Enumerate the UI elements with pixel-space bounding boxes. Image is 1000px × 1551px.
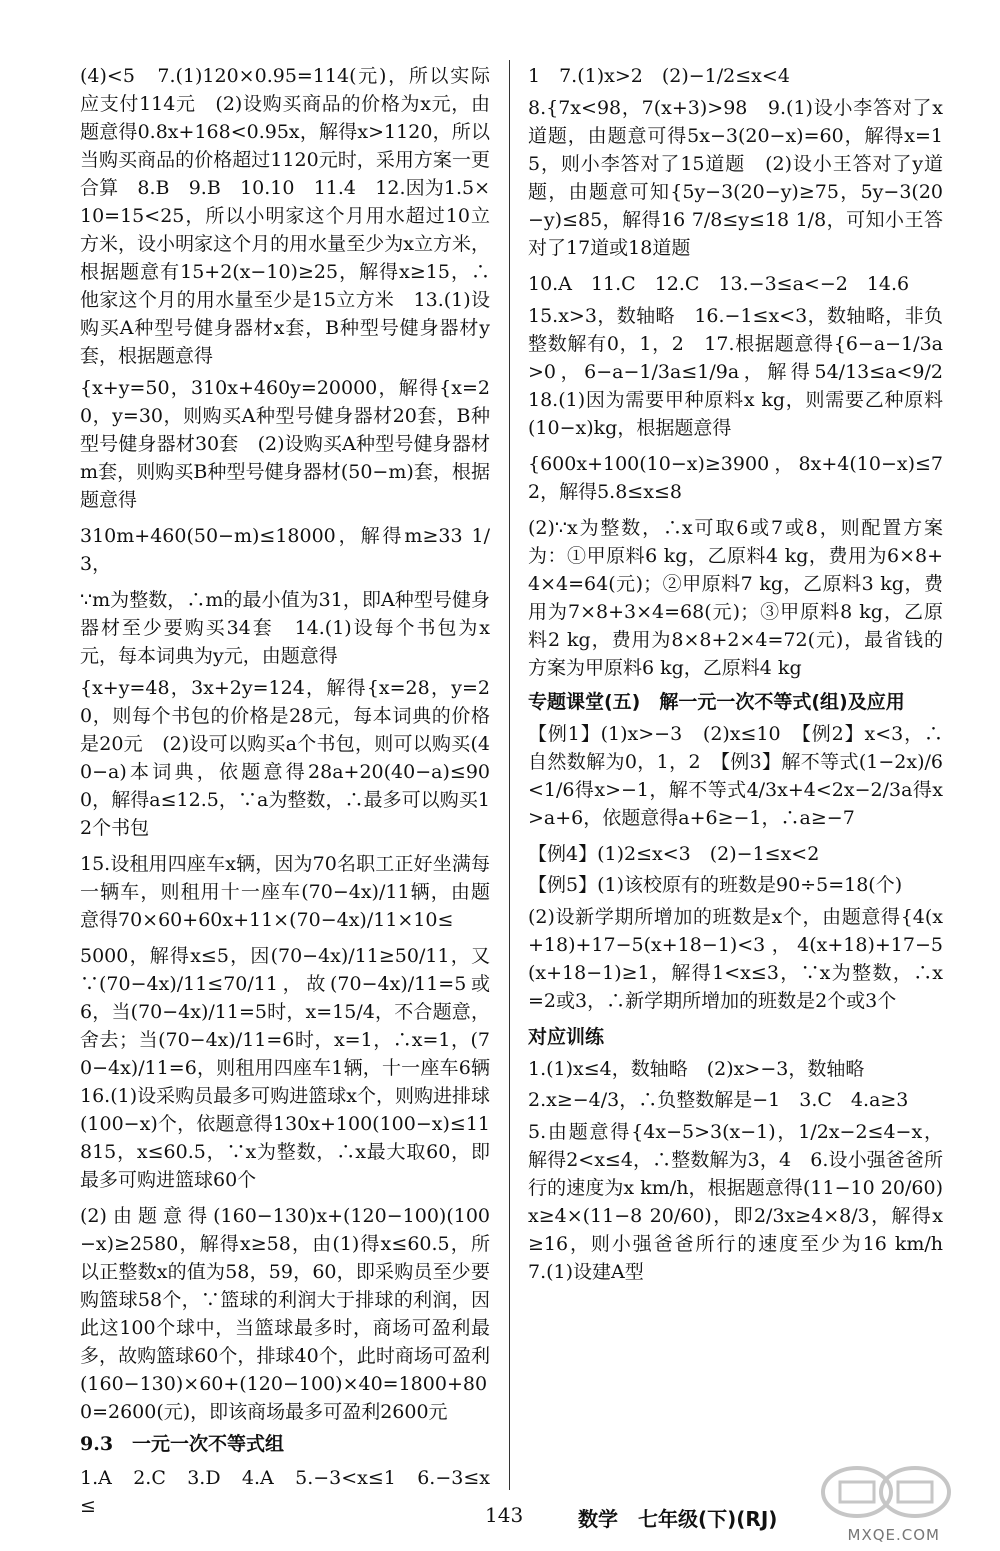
answer-paragraph: 【例4】(1)2≤x<3 (2)−1≤x<2 (528, 843, 820, 865)
answer-paragraph: 1.A 2.C 3.D 4.A 5.−3<x≤1 6.−3≤x≤ (80, 1467, 490, 1517)
answer-paragraph: 1.(1)x≤4，数轴略 (2)x>−3，数轴略 (528, 1058, 865, 1080)
answer-paragraph: 8.{7x<98，7(x+3)>98 9.(1)设小李答对了x道题，由题意可得5x−3(20−x)=60，解得x=15，则小李答对了15道题 (2)设小王答对了y道题，由题意可知{5y−3(20−y)≥75，5y−3(20−y)≤85，解得16 7/8≤y≤18 1/8，可知小王答对了17道或18道题 (528, 97, 943, 259)
answer-paragraph: {600x+100(10−x)≥3900，8x+4(10−x)≤72，解得5.8≤x≤8 (528, 453, 943, 503)
answer-paragraph: {x+y=50，310x+460y=20000，解得{x=20，y=30，则购买A种型号健身器材20套，B种型号健身器材30套 (2)设购买A种型号健身器材m套，则购买B种型号健身器材(50−m)套，根据题意得 (80, 377, 490, 511)
right-column (528, 62, 963, 1294)
answer-paragraph: 【例1】(1)x>−3 (2)x≤10 【例2】x<3，∴自然数解为0，1，2 【例3】解不等式(1−2x)/6<1/6得x>−1，解不等式4/3x+4<2x−2/3a得x>a+6，依题意得a+6≥−1，∴a≥−7 (528, 723, 943, 829)
answer-paragraph: 15.x>3，数轴略 16.−1≤x<3，数轴略，非负整数解有0，1，2 17.根据题意得{6−a−1/3a>0，6−a−1/3a≤1/9a，解得54/13≤a<9/2 18.(1)因为需要甲种原料x kg，则需要乙种原料(10−x)kg，根据题意得 (528, 305, 963, 439)
answer-paragraph: (2)设新学期所增加的班数是x个，由题意得{4(x+18)+17−5(x+18−1)<3，4(x+18)+17−5(x+18−1)≥1，解得1<x≤3，∵x为整数，∴x=2或3，∴新学期所增加的班数是2个或3个 (528, 906, 943, 1012)
answer-paragraph: ∵m为整数，∴m的最小值为31，即A种型号健身器材至少要购买34套 14.(1)设每个书包为x元，每本词典为y元，由题意得 (80, 589, 490, 667)
subject-label: 数学 七年级(下)(RJ) (578, 1507, 778, 1531)
section-title: 9.3 一元一次不等式组 (80, 1433, 285, 1455)
answer-paragraph: 10.A 11.C 12.C 13.−3≤a<−2 14.6 (528, 273, 910, 295)
answer-paragraph: (4)<5 7.(1)120×0.95=114(元)，所以实际应支付114元 (2)设购买商品的价格为x元，由题意得0.8x+168<0.95x，解得x>1120，所以当购买商品的价格超过1120元时，采用方案一更合算 8.B 9.B 10.10 11.4 12.因为1.5×10=15<25，所以小明家这个月用水超过10立方米，设小明家这个月的用水量至少为x立方米，根据题意有15+2(x−10)≥25，解得x≥15，∴他家这个月的用水量至少是15立方米 13.(1)设购买A种型号健身器材x套，B种型号健身器材y套，根据题意得 (80, 65, 490, 367)
answer-paragraph: (2)∵x为整数，∴x可取6或7或8，则配置方案为：①甲原料6 kg，乙原料4 kg，费用为6×8+4×4=64(元)；②甲原料7 kg，乙原料3 kg，费用为7×8+3×4=68(元)；③甲原料8 kg，乙原料2 kg，费用为8×8+2×4=72(元)，最省钱的方案为甲原料6 kg，乙原料4 kg (528, 517, 943, 679)
practice-title: 对应训练 (528, 1026, 605, 1048)
answer-paragraph: 310m+460(50−m)≤18000，解得m≥33 1/3， (80, 525, 490, 575)
answer-paragraph: 2.x≥−4/3，∴负整数解是−1 3.C 4.a≥3 (528, 1089, 909, 1111)
answer-paragraph: (2)由题意得(160−130)x+(120−100)(100−x)≥2580，解得x≥58，由(1)得x≤60.5，所以正整数x的值为58，59，60，即采购员至少要购篮球58个，∵篮球的利润大于排球的利润，因此这100个球中，当篮球最多时，商场可盈利最多，故购篮球60个，排球40个，此时商场可盈利(160−130)×60+(120−100)×40=1800+800=2600(元)，即该商场最多可盈利2600元 (80, 1205, 490, 1423)
answer-paragraph: {x+y=48，3x+2y=124，解得{x=28，y=20，则每个书包的价格是28元，每本词典的价格是20元 (2)设可以购买a个书包，则可以购买(40−a)本词典，依题意得28a+20(40−a)≤900，解得a≤12.5，∵a为整数，∴最多可以购买12个书包 (80, 677, 490, 839)
page-number: 143 (485, 1503, 524, 1527)
answer-paragraph: 1 7.(1)x>2 (2)−1/2≤x<4 (528, 65, 790, 87)
topic-title: 专题课堂(五) 解一元一次不等式(组)及应用 (528, 691, 905, 713)
answer-paragraph: 【例5】(1)该校原有的班数是90÷5=18(个) (528, 874, 903, 896)
answer-paragraph: 15.设租用四座车x辆，因为70名职工正好坐满每一辆车，则租用十一座车(70−4x)/11辆，由题意得70×60+60x+11×(70−4x)/11×10≤ (80, 853, 490, 931)
column-divider (509, 60, 510, 1490)
watermark-text: MXQE.COM (847, 1526, 940, 1544)
answer-paragraph: 5.由题意得{4x−5>3(x−1)，1/2x−2≤4−x，解得2<x≤4，∴整数解为3，4 6.设小强爸爸所行的速度为x km/h，根据题意得(11−10 20/60)x≥4×(11−8 20/60)，即2/3x≥4×8/3，解得x≥16，则小强爸爸所行的速度至少为16 km/h 7.(1)设建A型 (528, 1121, 963, 1283)
answer-paragraph: 5000，解得x≤5，因(70−4x)/11≥50/11，又∵(70−4x)/11≤70/11，故(70−4x)/11=5或6，当(70−4x)/11=5时，x=15/4，不合题意，舍去；当(70−4x)/11=6时，x=1，∴x=1，(70−4x)/11=6，则租用四座车1辆，十一座车6辆 16.(1)设采购员最多可购进篮球x个，则购进排球(100−x)个，依题意得130x+100(100−x)≤11815，x≤60.5，∵x为整数，∴x最大取60，即最多可购进篮球60个 (80, 945, 510, 1191)
